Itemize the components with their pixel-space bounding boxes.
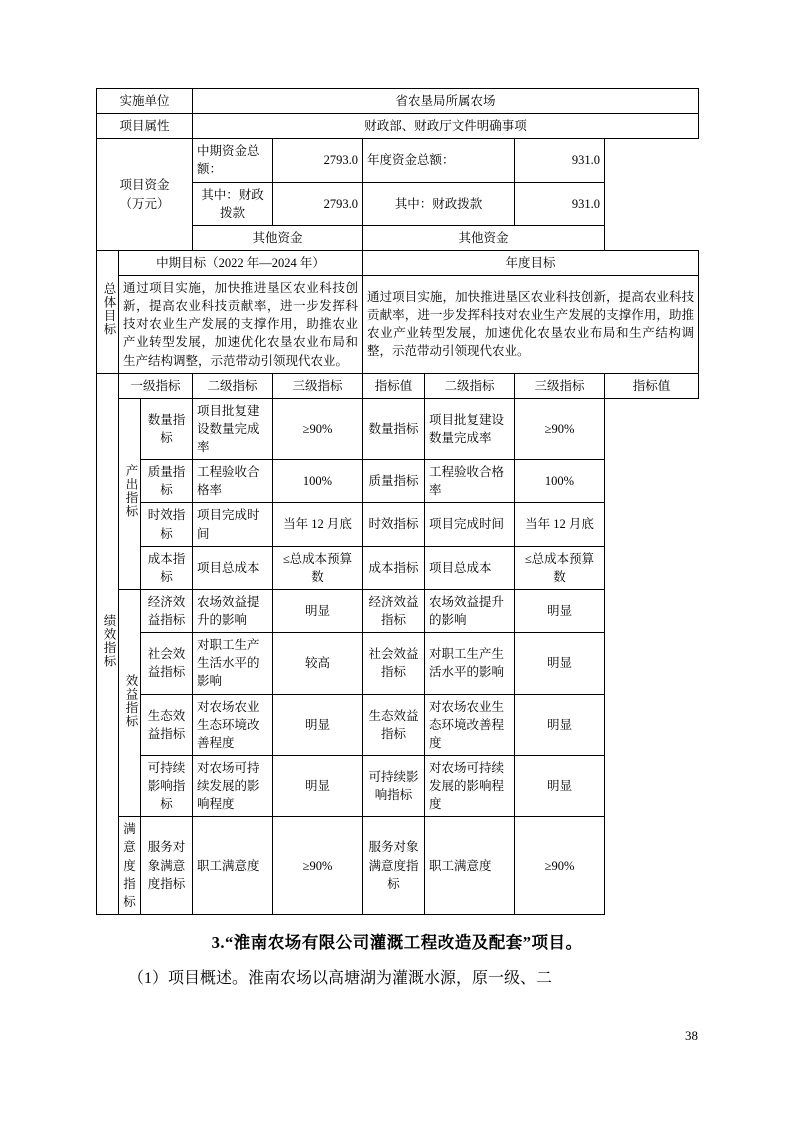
table-row [97,250,699,275]
cell-mid-sub-label: 其中：财政拨款 [193,182,273,225]
cell-mid-l3: 农场效益提升的影响 [193,589,273,632]
cell-mid-l3: 项目批复建设数量完成率 [193,398,273,459]
section-heading: 3.“淮南农场有限公司灌溉工程改造及配套”项目。 [211,932,583,952]
cell-year-sub-value: 931.0 [515,182,605,225]
cell-year-l3: 工程验收合格率 [425,460,515,503]
table-row [97,276,699,374]
cell-value-header-year: 指标值 [605,373,699,398]
cell-mid-val: ≤总成本预算数 [273,546,363,589]
table-row [97,694,699,755]
cell-year-goal-header: 年度目标 [363,250,699,275]
cell-unit-value: 省农垦局所属农场 [193,89,699,114]
cell-year-l3: 对农场农业生态环境改善程度 [425,694,515,755]
cell-attr-label: 项目属性 [97,114,193,139]
cell-mid-l2: 服务对象满意度指标 [141,817,193,915]
cell-mid-val: 明显 [273,589,363,632]
funds-label-line1: 项目资金 [119,178,170,193]
cell-year-val: ≥90% [515,817,605,915]
cell-funds-label [97,139,193,251]
cell-mid-l3: 对农场可持续发展的影响程度 [193,755,273,816]
table-row [97,114,699,139]
cell-mid-l2: 社会效益指标 [141,633,193,694]
cell-year-sub-label: 其中：财政拨款 [363,182,515,225]
cell-mid-l2: 时效指标 [141,503,193,546]
cell-mid-l2: 成本指标 [141,546,193,589]
cell-mid-total-value: 2793.0 [273,139,363,182]
cell-mid-l3: 项目完成时间 [193,503,273,546]
cell-mid-l2: 可持续影响指标 [141,755,193,816]
cell-year-l2: 可持续影响指标 [363,755,425,816]
cell-year-l3: 对农场可持续发展的影响程度 [425,755,515,816]
table-row [97,398,699,459]
cell-year-val: 当年 12 月底 [515,503,605,546]
cell-mid-l3: 工程验收合格率 [193,460,273,503]
cell-mid-l2: 经济效益指标 [141,589,193,632]
cell-mid-goal-header: 中期目标（2022 年—2024 年） [119,250,363,275]
cell-year-l2: 数量指标 [363,398,425,459]
cell-mid-val: 明显 [273,755,363,816]
cell-level2-header-year: 二级指标 [425,373,515,398]
cell-level3-header-mid: 三级指标 [273,373,363,398]
cell-level3-header-year: 三级指标 [515,373,605,398]
cell-year-val: 明显 [515,755,605,816]
cell-group-output: 产出指标 [119,398,141,589]
cell-mid-sub-value: 2793.0 [273,182,363,225]
cell-year-total-label: 年度资金总额： [363,139,515,182]
cell-year-val: 明显 [515,589,605,632]
cell-year-val: ≤总成本预算数 [515,546,605,589]
cell-value-header-mid: 指标值 [363,373,425,398]
table-row [97,546,699,589]
cell-unit-label: 实施单位 [97,89,193,114]
cell-year-l2: 经济效益指标 [363,589,425,632]
cell-level2-header-mid: 二级指标 [193,373,273,398]
cell-group-satisfaction: 满意度指标 [119,817,141,915]
cell-mid-val: ≥90% [273,817,363,915]
cell-mid-l3: 职工满意度 [193,817,273,915]
cell-mid-l3: 对农场农业生态环境改善程度 [193,694,273,755]
cell-level1-header: 一级指标 [119,373,193,398]
cell-year-goal-text: 通过项目实施，加快推进垦区农业科技创新，提高农业科技贡献率，进一步发挥科技对农业生产发展的支撑作用，助推农业产业转型发展，加速优化农垦农业布局和生产结构调整，示范带动引领现代农业。 [363,276,699,374]
cell-mid-val: 较高 [273,633,363,694]
table-row [97,89,699,114]
cell-year-total-value: 931.0 [515,139,605,182]
cell-year-val: ≥90% [515,398,605,459]
cell-group-benefit: 效益指标 [119,589,141,816]
cell-year-l3: 项目完成时间 [425,503,515,546]
cell-year-l2: 时效指标 [363,503,425,546]
cell-year-val: 明显 [515,633,605,694]
cell-year-l2: 成本指标 [363,546,425,589]
cell-mid-l2: 生态效益指标 [141,694,193,755]
cell-other-funds-mid: 其他资金 [193,225,363,250]
page-number: 38 [685,1028,698,1043]
cell-mid-l2: 数量指标 [141,398,193,459]
cell-mid-goal-text: 通过项目实施，加快推进垦区农业科技创新，提高农业科技贡献率，进一步发挥科技对农业生产发展的支撑作用，助推农业产业转型发展，加速优化农垦农业布局和生产结构调整，示范带动引领现代农业。 [119,276,363,374]
table-row [97,373,699,398]
cell-year-l2: 服务对象满意度指标 [363,817,425,915]
cell-year-val: 100% [515,460,605,503]
funds-label-line2: （万元） [119,196,170,211]
cell-year-val: 明显 [515,694,605,755]
table-row [97,589,699,632]
cell-overall-goal-label: 总体目标 [97,250,119,373]
cell-mid-val: 明显 [273,694,363,755]
cell-year-l3: 农场效益提升的影响 [425,589,515,632]
cell-attr-value: 财政部、财政厅文件明确事项 [193,114,699,139]
cell-year-l2: 生态效益指标 [363,694,425,755]
table-row [97,755,699,816]
cell-year-l3: 项目总成本 [425,546,515,589]
cell-other-funds-year: 其他资金 [363,225,605,250]
table-row [97,139,699,182]
cell-year-l2: 质量指标 [363,460,425,503]
cell-mid-l3: 对职工生产生活水平的影响 [193,633,273,694]
cell-year-l2: 社会效益指标 [363,633,425,694]
performance-target-table [96,88,699,915]
table-row [97,817,699,915]
cell-mid-l2: 质量指标 [141,460,193,503]
table-row [97,503,699,546]
cell-performance-label: 绩效指标 [97,373,119,914]
cell-year-l3: 职工满意度 [425,817,515,915]
cell-year-l3: 项目批复建设数量完成率 [425,398,515,459]
cell-mid-total-label: 中期资金总额： [193,139,273,182]
cell-mid-val: ≥90% [273,398,363,459]
table-row [97,633,699,694]
cell-mid-val: 100% [273,460,363,503]
cell-year-l3: 对职工生产生活水平的影响 [425,633,515,694]
cell-mid-val: 当年 12 月底 [273,503,363,546]
body-paragraph: （1）项目概述。淮南农场以高塘湖为灌溉水源，原一级、二 [128,969,553,987]
cell-mid-l3: 项目总成本 [193,546,273,589]
table-row [97,460,699,503]
